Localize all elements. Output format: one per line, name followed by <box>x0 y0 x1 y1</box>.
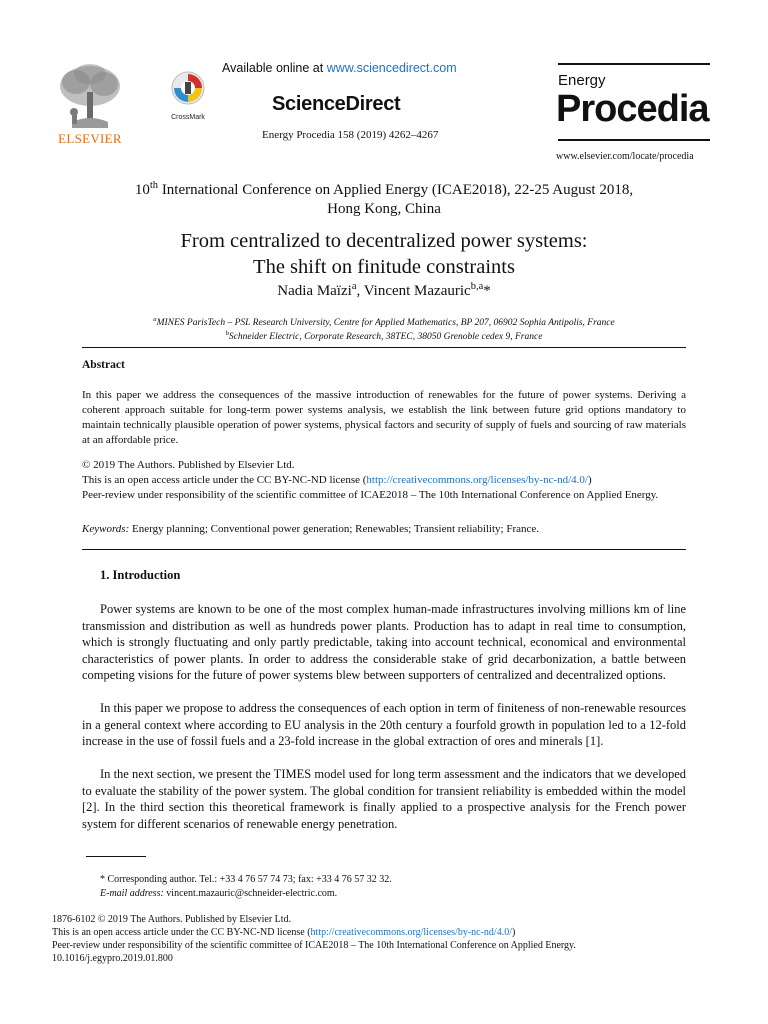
license-link[interactable]: http://creativecommons.org/licenses/by-nc-nd/4.0/ <box>366 474 588 486</box>
keywords-label: Keywords: <box>82 523 130 535</box>
procedia-url[interactable]: www.elsevier.com/locate/procedia <box>556 151 694 162</box>
procedia-energy-word: Energy <box>558 72 606 89</box>
conference-number-sup: th <box>149 180 159 191</box>
authors-line <box>60 283 708 300</box>
footer-license <box>52 926 576 939</box>
footer-doi[interactable]: 10.1016/j.egypro.2019.01.800 <box>52 953 173 964</box>
intro-paragraph-1: Power systems are known to be one of the most complex human-made infrastructures involving millions km of line transmission and distribution as well as hundreds power plants. Production has to adapt in real time to consumption, which is strongly fluctuating and only partly predictable, taking into account technical, economical and environmental characteristics of power plants. In order to address the considerable stake of grid decarbonization, a battle between competing visions for the future of power systems blew between supporters of centralized and decentralized options. <box>82 602 686 682</box>
author-1: Nadia Maïzi <box>277 283 352 299</box>
conference-line-2: Hong Kong, China <box>327 201 441 217</box>
elsevier-wordmark: ELSEVIER <box>58 131 122 146</box>
affiliation-a-sup: a <box>153 315 157 323</box>
conference-line-1 <box>60 181 708 200</box>
sciencedirect-link[interactable]: www.sciencedirect.com <box>326 61 457 75</box>
footer-peer-review: Peer-review under responsibility of the scientific committee of ICAE2018 – The 10th International Conference on Applied Energy. <box>52 940 576 951</box>
available-online-line <box>222 61 457 75</box>
abstract-text: In this paper we address the consequences of the massive introduction of renewables for the future of power systems. Deriving a coherent approach suitable for long-term power systems analysis, we establish the link between future grid options mandatory to maintain technically plausible operation of power systems, physical factors and security of supply of fuels and sourcing of raw materials at an affordable price. <box>82 389 686 446</box>
abstract-rule-top <box>82 347 686 348</box>
email-address[interactable]: vincent.mazauric@schneider-electric.com. <box>163 888 338 899</box>
conference-number: 10 <box>134 182 150 198</box>
crossmark-icon <box>170 70 206 108</box>
intro-heading: 1. Introduction <box>100 568 181 582</box>
footer-block <box>52 913 576 965</box>
keywords-line <box>82 522 686 537</box>
footnote-corresponding: * Corresponding author. Tel.: +33 4 76 57 74 73; fax: +33 4 76 57 32 32. <box>100 874 392 885</box>
author-2-affil: b,a <box>470 281 484 292</box>
license-prefix: This is an open access article under the CC BY-NC-ND license ( <box>82 474 367 486</box>
footer-issn: 1876-6102 © 2019 The Authors. Published by Elsevier Ltd. <box>52 914 292 925</box>
crossmark-badge[interactable] <box>168 70 208 122</box>
procedia-rule-top <box>558 63 710 65</box>
affiliation-b-sup: b <box>225 329 229 337</box>
paper-title-line-2: The shift on finitude constraints <box>253 256 515 278</box>
available-online-text: Available online at <box>222 61 327 75</box>
footer-license-prefix: This is an open access article under the CC BY-NC-ND license ( <box>52 927 311 938</box>
sciencedirect-brand: ScienceDirect <box>272 93 401 115</box>
copyright-line: © 2019 The Authors. Published by Elsevier Ltd. <box>82 459 295 471</box>
copyright-block <box>82 458 686 503</box>
author-2: Vincent Mazauric <box>363 283 471 299</box>
footnote-rule <box>86 856 146 857</box>
procedia-word: Procedia <box>556 88 709 130</box>
affiliation-b-text: Schneider Electric, Corporate Research, 38TEC, 38050 Grenoble cedex 9, France <box>228 332 543 342</box>
affiliation-a <box>60 317 708 330</box>
intro-paragraph-2: In this paper we propose to address the consequences of each option in term of finiteness of non-renewable resources in a general context where according to EU analysis in the 20th century a fourfold growth in population led to a 12-fold increase in the use of fossil fuels and a 23-fold increase in the global extraction of ores and minerals [1]. <box>82 701 686 748</box>
license-line <box>82 473 686 488</box>
abstract-rule-bottom <box>82 549 686 550</box>
affiliation-a-text: MINES ParisTech – PSL Research University, Centre for Applied Mathematics, BP 207, 06902 Sophia Antipolis, France <box>156 318 615 328</box>
footer-license-suffix: ) <box>511 927 516 938</box>
crossmark-label: CrossMark <box>171 114 205 121</box>
footnote-email <box>100 888 337 899</box>
email-label: E-mail address: <box>100 888 164 899</box>
paper-title-line-1: From centralized to decentralized power systems: <box>180 230 588 252</box>
keywords-text: Energy planning; Conventional power generation; Renewables; Transient reliability; France. <box>129 523 540 535</box>
journal-reference: Energy Procedia 158 (2019) 4262–4267 <box>262 129 439 141</box>
conference-text: International Conference on Applied Energy (ICAE2018), 22-25 August 2018, <box>158 182 634 198</box>
author-1-affil: a <box>351 281 357 292</box>
footer-license-link[interactable]: http://creativecommons.org/licenses/by-nc-nd/4.0/ <box>310 927 512 938</box>
corresponding-star: * <box>483 283 491 299</box>
procedia-rule-bottom <box>558 139 710 141</box>
intro-paragraph-3: In the next section, we present the TIMES model used for long term assessment and the indicators that we developed to evaluate the stability of the power system. The global condition for transient reliability is embedded within the model [2]. In the third section this theoretical framework is finally applied to a prospective analysis for the French power system for different scenarios of renewable energy penetration. <box>82 767 686 831</box>
license-suffix: ) <box>588 474 592 486</box>
affiliation-b <box>60 331 708 344</box>
author-separator: , <box>356 283 364 299</box>
abstract-heading: Abstract <box>82 359 125 371</box>
peer-review-line: Peer-review under responsibility of the scientific committee of ICAE2018 – The 10th International Conference on Applied Energy. <box>82 489 659 501</box>
